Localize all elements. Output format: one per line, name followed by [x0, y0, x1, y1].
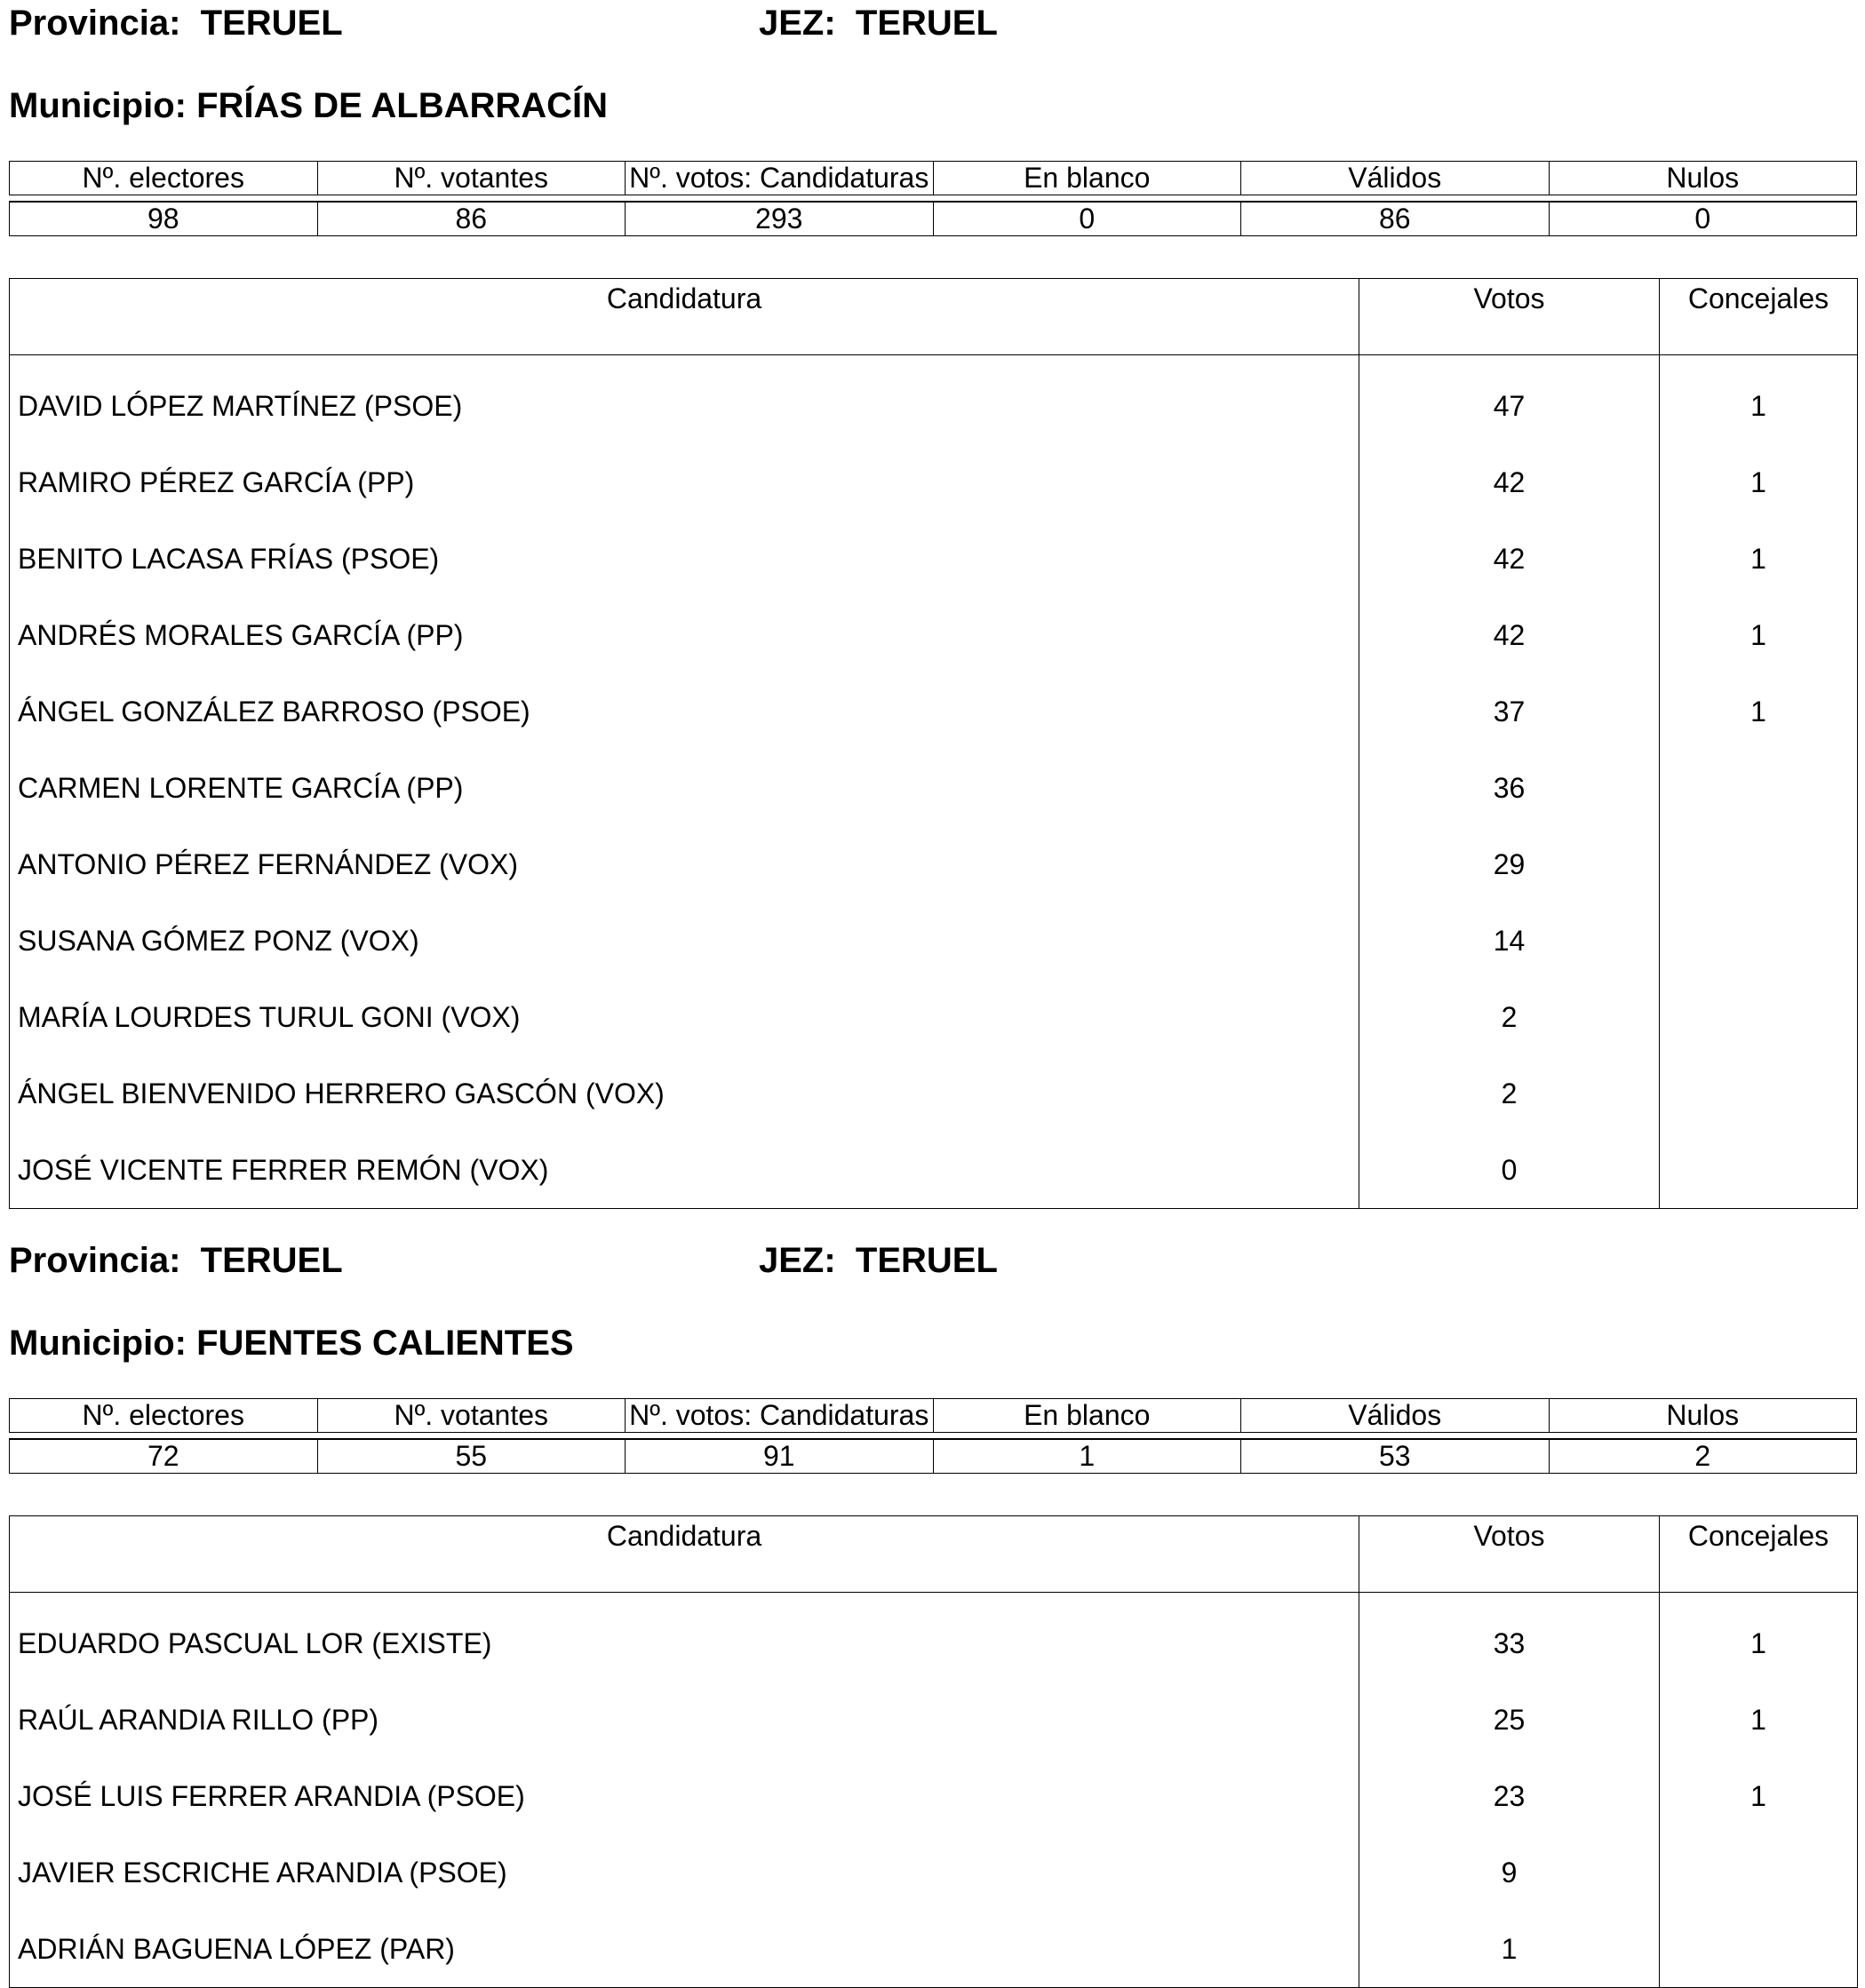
- candidate-name: JOSÉ LUIS FERRER ARANDIA (PSOE): [18, 1779, 525, 1812]
- candidate-concejales: [1660, 903, 1858, 979]
- candidate-votes: 2: [1359, 979, 1660, 1055]
- candidate-votes: 1: [1359, 1911, 1660, 1988]
- provincia-label: Provincia: TERUEL: [9, 1241, 343, 1280]
- candidate-concejales: [1660, 1055, 1858, 1132]
- province-header: [9, 1237, 1857, 1284]
- candidate-row: [10, 521, 1858, 597]
- province-header: [9, 0, 1857, 46]
- concejales-header: Concejales: [1660, 279, 1858, 355]
- stats-header: Nulos: [1549, 1399, 1857, 1433]
- stats-value: 72: [10, 1439, 318, 1474]
- candidate-concejales: [1660, 1834, 1858, 1911]
- candidates-header-row: [10, 279, 1858, 355]
- candidate-votes: 2: [1359, 1055, 1660, 1132]
- jez-value: TERUEL: [855, 1241, 998, 1280]
- stats-value: 86: [317, 202, 626, 236]
- stats-value: 0: [933, 202, 1241, 236]
- candidate-name: MARÍA LOURDES TURUL GONI (VOX): [18, 1000, 521, 1033]
- stats-value: 0: [1549, 202, 1857, 236]
- candidate-votes: 33: [1359, 1593, 1660, 1682]
- candidate-concejales: 1: [1660, 597, 1858, 673]
- stats-header: En blanco: [933, 1399, 1241, 1433]
- candidatura-header: Candidatura: [10, 279, 1359, 355]
- stats-value-row: [10, 202, 1857, 236]
- stats-value: 98: [10, 202, 318, 236]
- candidate-concejales: [1660, 1132, 1858, 1209]
- candidate-row: [10, 1834, 1858, 1911]
- stats-header: Válidos: [1241, 1399, 1550, 1433]
- jez-value: TERUEL: [855, 4, 998, 43]
- stats-header: Nº. electores: [10, 1399, 318, 1433]
- candidate-name: ANDRÉS MORALES GARCÍA (PP): [18, 618, 464, 651]
- candidate-name: BENITO LACASA FRÍAS (PSOE): [18, 542, 440, 575]
- candidate-votes: 29: [1359, 826, 1660, 903]
- candidate-concejales: 1: [1660, 444, 1858, 521]
- stats-value: 53: [1241, 1439, 1550, 1474]
- candidate-name: ANTONIO PÉREZ FERNÁNDEZ (VOX): [18, 847, 519, 880]
- candidate-row: [10, 355, 1858, 445]
- candidate-name: ÁNGEL GONZÁLEZ BARROSO (PSOE): [18, 695, 530, 728]
- municipio-title: Municipio: FRÍAS DE ALBARRACÍN: [9, 86, 609, 125]
- stats-header: Nº. votantes: [317, 162, 626, 195]
- candidate-name: CARMEN LORENTE GARCÍA (PP): [18, 771, 464, 804]
- candidate-row: [10, 750, 1858, 826]
- provincia-value: TERUEL: [200, 1241, 343, 1280]
- candidate-name: ADRIÁN BAGUENA LÓPEZ (PAR): [18, 1932, 455, 1965]
- candidate-concejales: 1: [1660, 1758, 1858, 1834]
- candidate-row: [10, 979, 1858, 1055]
- jez-label: JEZ: TERUEL: [759, 1241, 998, 1280]
- candidate-name: JOSÉ VICENTE FERRER REMÓN (VOX): [18, 1153, 549, 1186]
- candidate-votes: 23: [1359, 1758, 1660, 1834]
- provincia-label: Provincia: TERUEL: [9, 4, 343, 43]
- candidate-name: SUSANA GÓMEZ PONZ (VOX): [18, 924, 419, 957]
- candidate-row: [10, 1682, 1858, 1758]
- candidate-row: [10, 1132, 1858, 1209]
- candidate-row: [10, 903, 1858, 979]
- candidate-votes: 25: [1359, 1682, 1660, 1758]
- stats-header: Nº. votos: Candidaturas: [626, 162, 934, 195]
- stats-value: 86: [1241, 202, 1550, 236]
- jez-label: JEZ: TERUEL: [759, 4, 998, 43]
- candidate-concejales: [1660, 750, 1858, 826]
- stats-value: 91: [626, 1439, 934, 1474]
- candidates-table: [9, 278, 1858, 1209]
- stats-header: En blanco: [933, 162, 1241, 195]
- candidate-votes: 42: [1359, 444, 1660, 521]
- candidate-row: [10, 597, 1858, 673]
- concejales-header: Concejales: [1660, 1516, 1858, 1593]
- candidate-name: RAÚL ARANDIA RILLO (PP): [18, 1703, 379, 1736]
- candidate-votes: 14: [1359, 903, 1660, 979]
- stats-header-row: [10, 1399, 1857, 1433]
- candidate-votes: 36: [1359, 750, 1660, 826]
- stats-header-row: [10, 162, 1857, 195]
- candidatura-header: Candidatura: [10, 1516, 1359, 1593]
- municipio-section: [9, 0, 1857, 1186]
- candidate-name: JAVIER ESCRICHE ARANDIA (PSOE): [18, 1856, 507, 1889]
- candidates-header-row: [10, 1516, 1858, 1593]
- candidate-votes: 47: [1359, 355, 1660, 445]
- candidate-row: [10, 444, 1858, 521]
- candidate-row: [10, 1055, 1858, 1132]
- stats-value: 2: [1549, 1439, 1857, 1474]
- candidates-table: [9, 1515, 1858, 1988]
- municipio-value: FUENTES CALIENTES: [196, 1324, 574, 1363]
- candidate-concejales: 1: [1660, 355, 1858, 445]
- votos-header: Votos: [1359, 1516, 1660, 1593]
- candidate-row: [10, 826, 1858, 903]
- votos-header: Votos: [1359, 279, 1660, 355]
- municipio-section: [9, 1237, 1857, 1965]
- municipio-title: Municipio: FUENTES CALIENTES: [9, 1324, 574, 1363]
- stats-table: [9, 161, 1857, 236]
- stats-value: 55: [317, 1439, 626, 1474]
- candidate-name: RAMIRO PÉREZ GARCÍA (PP): [18, 465, 415, 498]
- stats-value-row: [10, 1439, 1857, 1474]
- candidate-concejales: 1: [1660, 521, 1858, 597]
- candidate-row: [10, 1593, 1858, 1682]
- stats-value: 293: [626, 202, 934, 236]
- stats-header: Válidos: [1241, 162, 1550, 195]
- candidate-concejales: 1: [1660, 1682, 1858, 1758]
- candidate-row: [10, 673, 1858, 750]
- candidate-concejales: 1: [1660, 673, 1858, 750]
- candidate-votes: 42: [1359, 597, 1660, 673]
- candidate-name: ÁNGEL BIENVENIDO HERRERO GASCÓN (VOX): [18, 1077, 665, 1109]
- candidate-concejales: [1660, 979, 1858, 1055]
- candidate-name: EDUARDO PASCUAL LOR (EXISTE): [18, 1626, 492, 1659]
- candidate-votes: 42: [1359, 521, 1660, 597]
- candidate-votes: 9: [1359, 1834, 1660, 1911]
- candidate-votes: 37: [1359, 673, 1660, 750]
- stats-header: Nº. electores: [10, 162, 318, 195]
- candidate-concejales: [1660, 826, 1858, 903]
- stats-value: 1: [933, 1439, 1241, 1474]
- municipio-value: FRÍAS DE ALBARRACÍN: [196, 86, 609, 125]
- stats-table: [9, 1398, 1857, 1474]
- stats-header: Nº. votos: Candidaturas: [626, 1399, 934, 1433]
- provincia-value: TERUEL: [200, 4, 343, 43]
- candidate-name: DAVID LÓPEZ MARTÍNEZ (PSOE): [18, 389, 463, 422]
- stats-header: Nulos: [1549, 162, 1857, 195]
- candidate-votes: 0: [1359, 1132, 1660, 1209]
- stats-header: Nº. votantes: [317, 1399, 626, 1433]
- candidate-row: [10, 1758, 1858, 1834]
- candidate-concejales: 1: [1660, 1593, 1858, 1682]
